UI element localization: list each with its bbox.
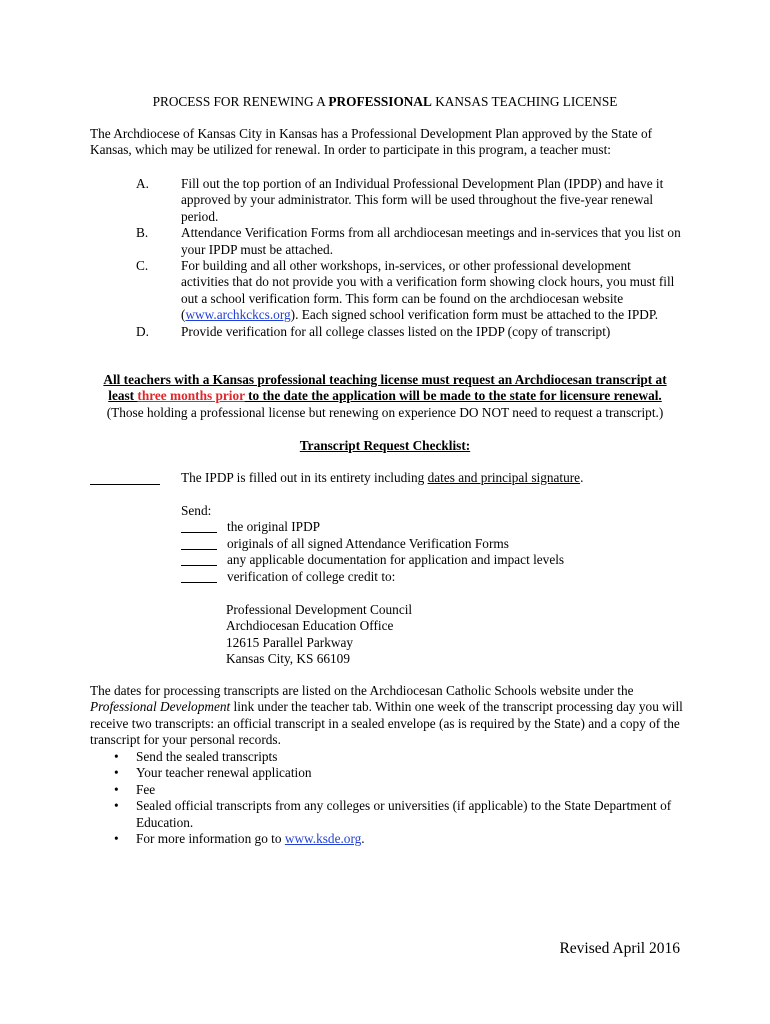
send-item: the original IPDP bbox=[181, 519, 701, 535]
bullet-icon: • bbox=[114, 781, 119, 797]
list-item: • Sealed official transcripts from any colleges or universities (if applicable) to the State Department of Education. bbox=[90, 798, 690, 831]
bullet-icon: • bbox=[114, 798, 119, 814]
list-item: • Fee bbox=[90, 782, 690, 798]
bullet-icon: • bbox=[114, 765, 119, 781]
mailing-address: Professional Development Council Archdiocesan Education Office 12615 Parallel Parkway Kansas City, KS 66109 bbox=[226, 602, 413, 667]
requirement-b: B. Attendance Verification Forms from all archdiocesan meetings and in-services that you list on your IPDP must be attached. bbox=[136, 225, 681, 257]
title-emphasis: PROFESSIONAL bbox=[328, 94, 432, 109]
list-item: • Your teacher renewal application bbox=[90, 765, 690, 781]
send-label: Send: bbox=[181, 503, 212, 518]
send-item-blank[interactable] bbox=[181, 536, 217, 550]
requirements-list bbox=[90, 176, 690, 340]
list-item: • For more information go to www.ksde.org. bbox=[90, 831, 690, 847]
bullet-list bbox=[90, 749, 690, 847]
send-item: verification of college credit to: bbox=[181, 569, 701, 585]
bullet-icon: • bbox=[114, 831, 119, 847]
intro-paragraph: The Archdiocese of Kansas City in Kansas has a Professional Development Plan approved by the State of Kansas, which may be utilized for renewal. In order to participate in this program, a teacher must: bbox=[90, 126, 653, 158]
list-item: • Send the sealed transcripts bbox=[90, 749, 690, 765]
transcript-warning: All teachers with a Kansas professional teaching license must request an Archdiocesan transcript at least three months prior to the date the application will be made to the state for licensure renewal. (Those holding a professional license but renewing on experience DO NOT need to request a transcript.) bbox=[103, 372, 667, 420]
revision-date: Revised April 2016 bbox=[559, 940, 680, 957]
page-title: PROCESS FOR RENEWING A PROFESSIONAL KANSAS TEACHING LICENSE bbox=[152, 94, 618, 109]
requirement-d: D. Provide verification for all college classes listed on the IPDP (copy of transcript) bbox=[136, 323, 611, 339]
requirement-c: C. For building and all other workshops, in-services, or other professional development activities that do not provide you with a verification form showing clock hours, you must fill out a school verification form. This form can be found on the archdiocesan website (www.archkckcs.org). Each signed school verification form must be attached to the IPDP. bbox=[136, 258, 675, 323]
requirement-a: A. Fill out the top portion of an Individual Professional Development Plan (IPDP) and have it approved by your administrator. This form will be used throughout the five-year renewal period. bbox=[136, 176, 664, 224]
processing-paragraph: The dates for processing transcripts are listed on the Archdiocesan Catholic Schools website under the Professional Development link under the teacher tab. Within one week of the transcript processing day you will receive two transcripts: an official transcript in a sealed envelope (as is required by the State) and a copy of the transcript for your personal records. bbox=[90, 683, 683, 748]
send-item-blank[interactable] bbox=[181, 519, 217, 533]
ipdp-check-text: The IPDP is filled out in its entirety including dates and principal signature. bbox=[181, 470, 584, 485]
send-item-blank[interactable] bbox=[181, 569, 217, 583]
send-list bbox=[181, 503, 701, 585]
ksde-link[interactable]: www.ksde.org bbox=[284, 831, 362, 847]
archkckcs-link[interactable]: www.archkckcs.org bbox=[185, 307, 291, 323]
send-item: originals of all signed Attendance Verification Forms bbox=[181, 536, 701, 552]
bullet-icon: • bbox=[114, 749, 119, 764]
send-item-blank[interactable] bbox=[181, 552, 217, 566]
three-months-prior: three months prior bbox=[137, 388, 245, 404]
ipdp-checkbox-blank[interactable] bbox=[90, 470, 160, 485]
send-item: any applicable documentation for application and impact levels bbox=[181, 552, 701, 568]
checklist-title: Transcript Request Checklist: bbox=[299, 438, 471, 453]
